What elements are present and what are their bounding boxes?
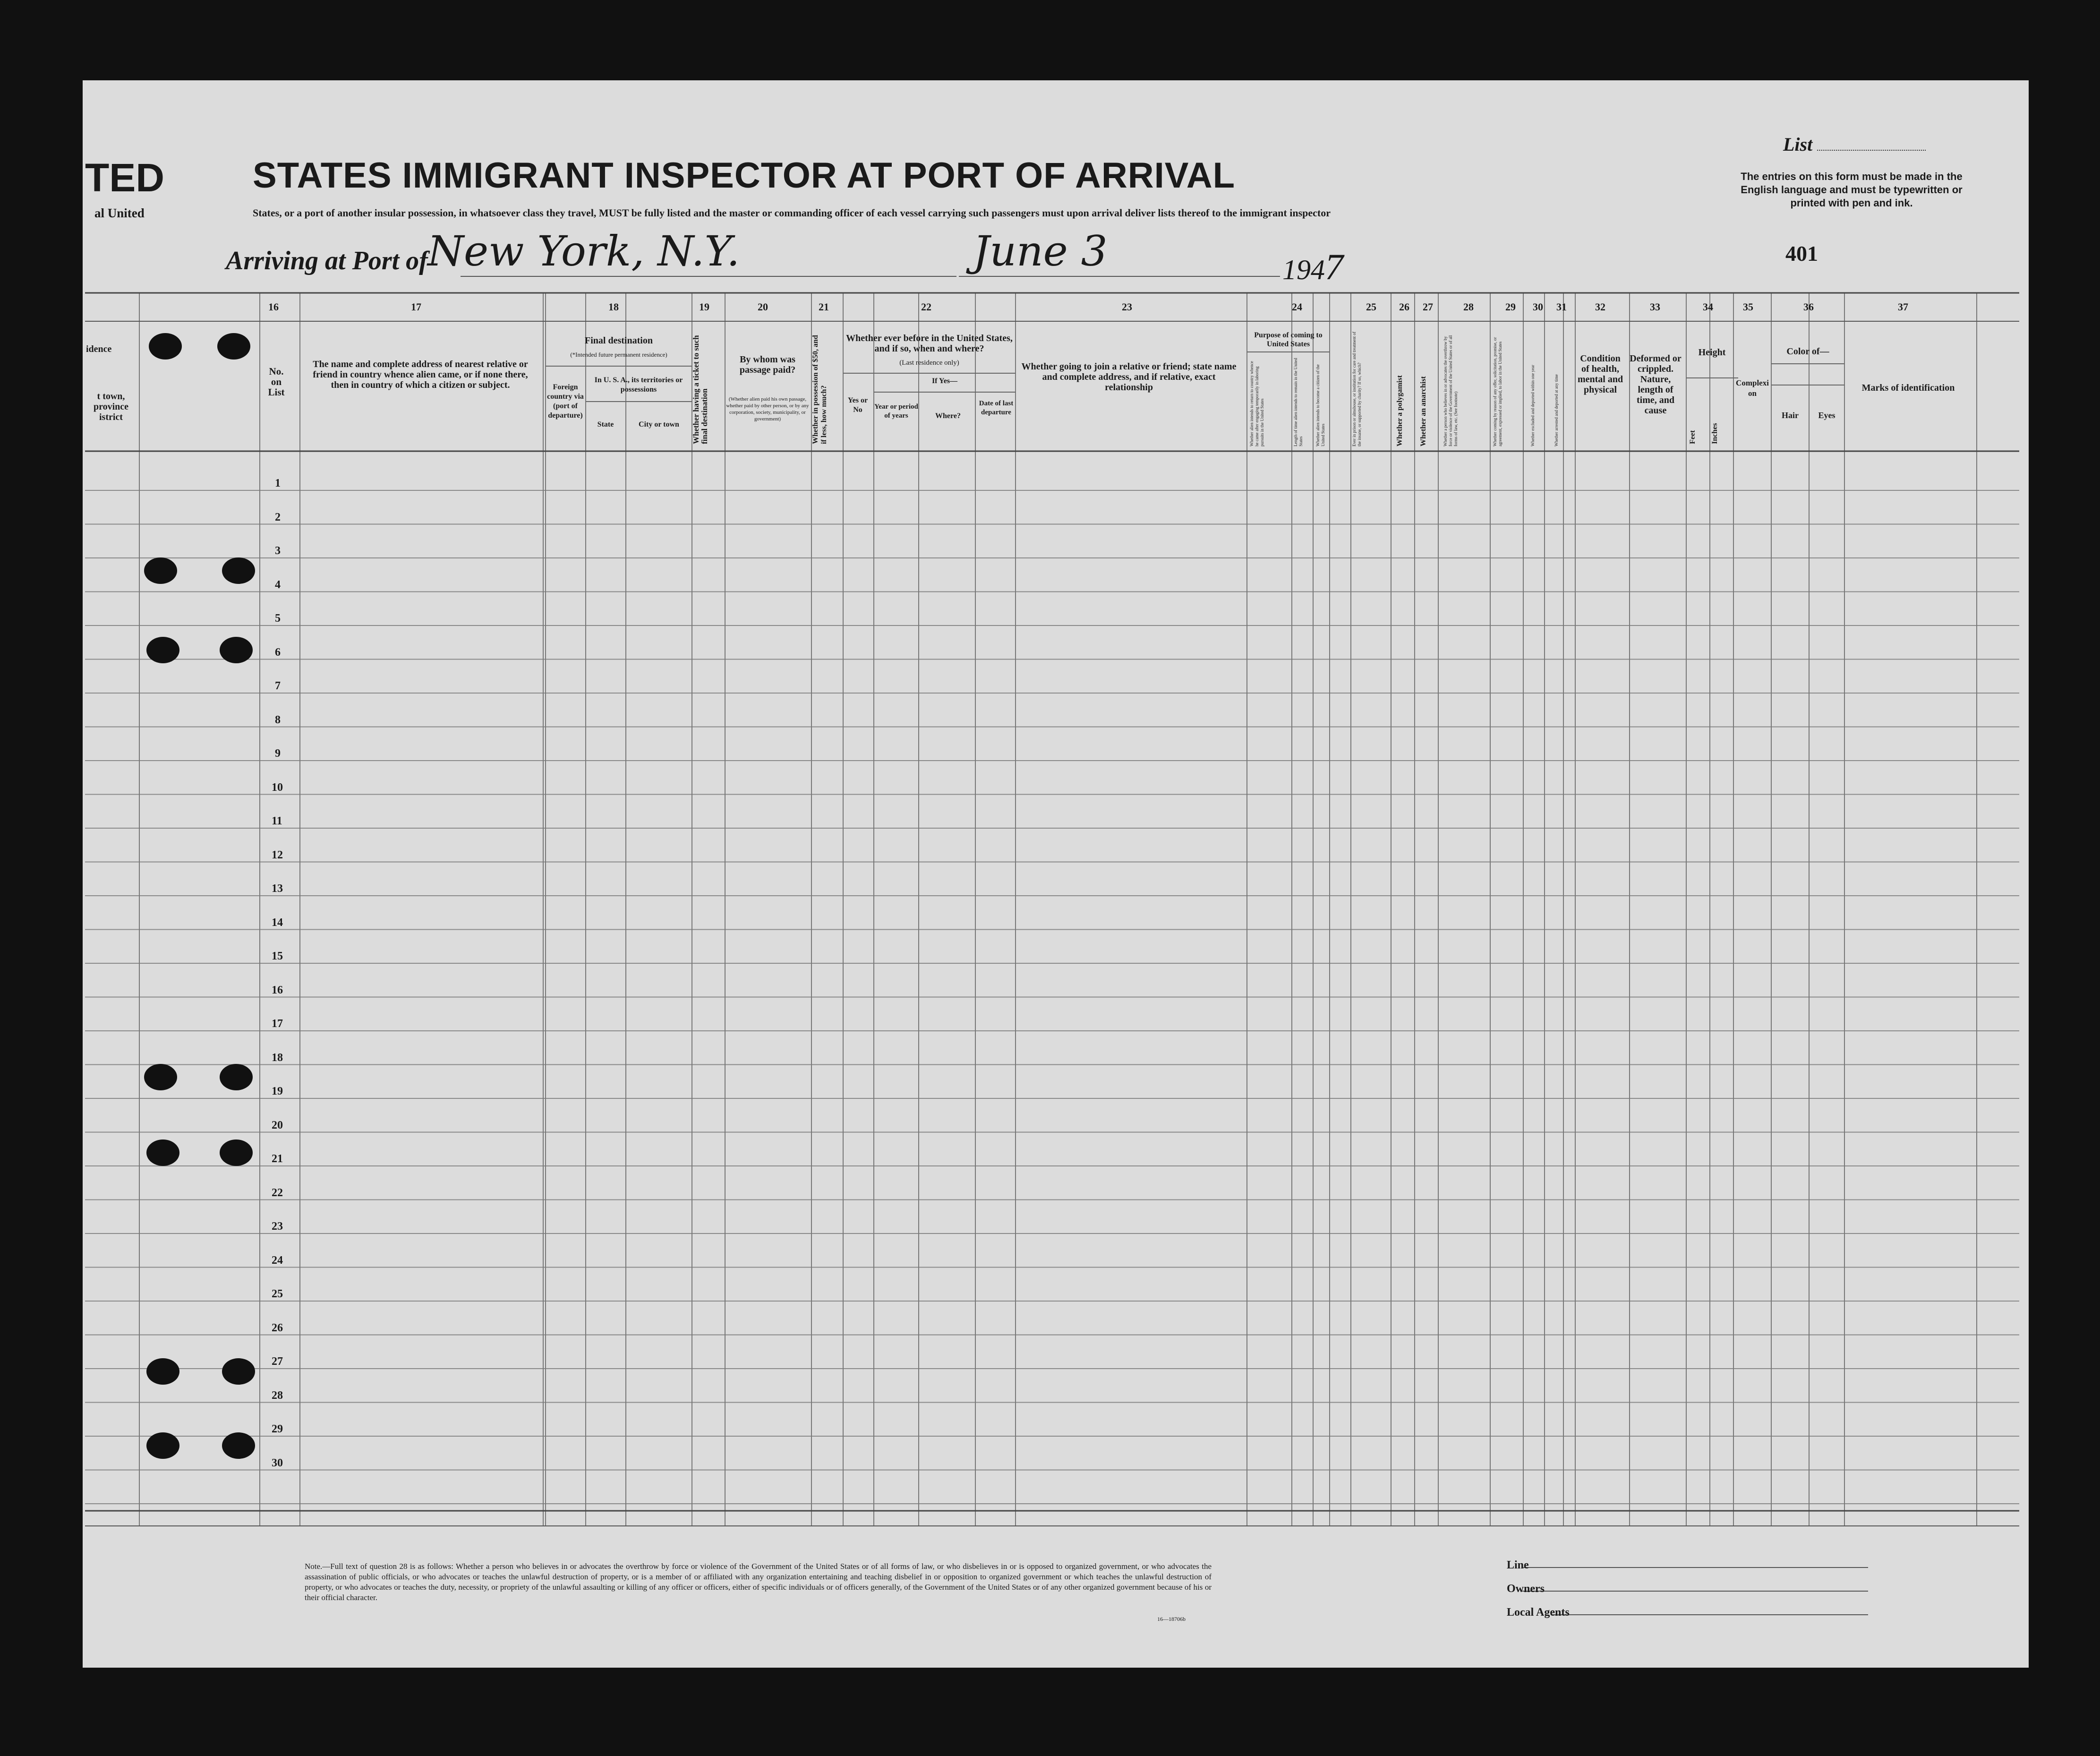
row-number: 25 (272, 1288, 283, 1300)
header-22-yesno: Yes or No (847, 396, 868, 414)
header-22-date: Date of last departure (979, 400, 1014, 416)
row-number: 13 (272, 882, 283, 895)
row-number: 7 (275, 680, 281, 692)
header-23: Whether going to join a relative or friend; state name and complete address, and if relative, exact relationship (1021, 361, 1237, 393)
col-num-31: 31 (1556, 301, 1567, 313)
header-18-city: City or town (639, 420, 679, 428)
col-num-26: 26 (1399, 301, 1409, 313)
residence-header-fragment: idence (86, 344, 112, 354)
header-36-eyes: Eyes (1818, 411, 1835, 420)
header-17: The name and complete address of nearest relative or friend in country whence alien came, or if none there, then in country of which a citizen or subject. (313, 359, 528, 390)
header-18-foreign: Foreign country via (port of departure) (547, 383, 584, 420)
header-30: Whether excluded and deported within one year (1530, 365, 1535, 446)
col-num-20: 20 (758, 301, 768, 313)
col-num-36: 36 (1803, 301, 1814, 313)
port-handwritten: New York, N.Y. (427, 227, 740, 275)
header-18-usa: In U. S. A., its territories or possessions (594, 376, 683, 394)
col-num-16: 16 (268, 301, 279, 313)
row-number: 14 (272, 916, 283, 929)
row-number: 1 (275, 477, 281, 489)
row-number: 9 (275, 747, 281, 760)
header-22-where: Where? (935, 412, 961, 420)
col-num-27: 27 (1423, 301, 1433, 313)
page-number: 401 (1785, 241, 1818, 266)
col-num-32: 32 (1595, 301, 1605, 313)
form-subtitle: States, or a port of another insular possession, in whatsoever class they travel, MUST be fully listed and the master or commanding officer of each vessel carrying such passengers must upon arrival deliver lists thereof to the immigrant inspector (253, 207, 1331, 219)
row-number: 15 (272, 950, 283, 962)
row-number: 24 (272, 1254, 283, 1267)
local-agents-label: Local Agents (1507, 1606, 1570, 1619)
arriving-port-label: Arriving at Port of (226, 246, 428, 275)
row-number: 20 (272, 1119, 283, 1131)
header-34-inches: Inches (1711, 423, 1719, 444)
header-24-b: Length of time alien intends to remain in the United States (1293, 358, 1303, 446)
binder-hole (222, 1432, 255, 1459)
binder-hole (146, 637, 179, 663)
binder-hole (220, 1139, 253, 1166)
header-25: Ever in prison or almshouse, or institution for care and treatment of the insane, or supported by charity? If so, which? (1352, 332, 1362, 446)
row-number: 23 (272, 1220, 283, 1233)
row-number: 6 (275, 646, 281, 659)
line-label: Line (1507, 1559, 1529, 1571)
row-number: 16 (272, 984, 283, 996)
col-num-19: 19 (699, 301, 709, 313)
header-24-title: Purpose of coming to United States (1254, 331, 1323, 348)
header-31: Whether arrested and deported at any time (1554, 374, 1559, 446)
row-number: 12 (272, 848, 283, 861)
header-20-note: (Whether alien paid his own passage, whether paid by other person, or by any corporation, society, municipality, or government) (726, 396, 809, 422)
binder-hole (222, 557, 255, 584)
header-left-fragment: TED (85, 155, 164, 200)
row-number: 10 (272, 781, 283, 794)
row-number: 18 (272, 1051, 283, 1064)
arrival-year: 1947 (1282, 246, 1343, 287)
col-num-21: 21 (819, 301, 829, 313)
row-number: 22 (272, 1186, 283, 1199)
row-number: 8 (275, 713, 281, 726)
row-number: 2 (275, 511, 281, 523)
row-number: 29 (272, 1423, 283, 1435)
header-24-c: Whether alien intends to become a citizen of the United States (1315, 364, 1325, 446)
header-22-year: Year or period of years (874, 403, 918, 420)
binder-hole (144, 557, 177, 584)
binder-hole (146, 1432, 179, 1459)
row-number: 26 (272, 1321, 283, 1334)
row-number: 27 (272, 1355, 283, 1368)
row-number: 30 (272, 1456, 283, 1469)
header-32: Condition of health, mental and physical (1577, 353, 1623, 395)
header-19: Whether having a ticket to such final destination (691, 335, 709, 444)
row-number: 28 (272, 1389, 283, 1402)
col-num-22: 22 (921, 301, 931, 313)
row-number: 4 (275, 578, 281, 591)
binder-hole (144, 1064, 177, 1090)
header-37: Marks of identification (1861, 383, 1955, 393)
col-num-25: 25 (1366, 301, 1376, 313)
col-num-28: 28 (1463, 301, 1474, 313)
header-21: Whether in possession of $50, and if less, how much? (811, 335, 828, 444)
header-22-ifyes: If Yes— (931, 377, 958, 385)
header-26: Whether a polygamist (1396, 375, 1404, 446)
header-27: Whether an anarchist (1419, 376, 1427, 446)
header-18-title: Final destination (585, 335, 653, 346)
owners-label: Owners (1507, 1583, 1545, 1595)
header-34-feet: Feet (1689, 430, 1697, 444)
binder-hole (220, 1064, 253, 1090)
col-num-35: 35 (1743, 301, 1753, 313)
col-num-37: 37 (1898, 301, 1908, 313)
col-num-33: 33 (1650, 301, 1660, 313)
row-number: 21 (272, 1153, 283, 1165)
header-left-sub: al United (94, 206, 145, 220)
col-num-29: 29 (1505, 301, 1516, 313)
header-33: Deformed or crippled. Nature, length of time, and cause (1630, 353, 1682, 416)
header-34-title: Height (1698, 347, 1726, 358)
row-number: 5 (275, 612, 281, 625)
header-18-note: (*Intended future permanent residence) (570, 351, 667, 358)
row-number: 11 (272, 815, 282, 827)
binder-hole (222, 1358, 255, 1385)
residence-subheader-fragment: t town, province istrict (93, 391, 129, 422)
row-number: 17 (272, 1018, 283, 1030)
header-18-state: State (597, 420, 614, 428)
col-num-30: 30 (1533, 301, 1543, 313)
header-35: Complexion (1736, 378, 1769, 398)
col-num-18: 18 (608, 301, 619, 313)
header-22-note: (Last residence only) (899, 359, 959, 367)
header-20-title: By whom was passage paid? (739, 354, 796, 375)
form-number: 16—18706b (1157, 1616, 1186, 1622)
binder-hole (220, 637, 253, 663)
list-label: List (1783, 133, 1926, 155)
col-num-17: 17 (411, 301, 421, 313)
instructions-note: The entries on this form must be made in the English language and must be typewritten or printed with pen and ink. (1741, 171, 1963, 209)
header-36-title: Color of— (1786, 346, 1829, 357)
no-on-list-header: No. on List (268, 366, 285, 398)
header-29: Whether coming by reason of any offer, solicitation, promise, or agreement, expressed or implied, to labor in the United States (1493, 337, 1502, 446)
header-36-hair: Hair (1782, 411, 1799, 420)
header-28: Whether a person who believes in or advocates the overthrow by force or violence of the Government of the United States or of all forms of law, etc. (See footnote) (1443, 335, 1458, 446)
binder-hole (146, 1358, 179, 1385)
date-handwritten: June 3 (973, 227, 1108, 275)
row-number: 19 (272, 1085, 283, 1097)
binder-hole (149, 333, 182, 360)
footnote-q28: Note.—Full text of question 28 is as follows: Whether a person who believes in or advocates the overthrow by force or violence of the Government of the United States or of all forms of law, or who disbelieves in or is opposed to organized government, or who advocates the assassination of public officials, or who advocates or teaches the unlawful destruction of property, or is a member of or affiliated with any organization entertaining and teaching disbelief in or opposition to organized government or which teaches the unlawful destruction of property, or who advocates or teaches the duty, necessity, or propriety of the unlawful assaulting or killing of any officer or officers, either of specific individuals or of officers generally, of the Government of the United States or of any other organized government because of his or their official character. (305, 1562, 1212, 1602)
col-num-23: 23 (1122, 301, 1132, 313)
header-22-title: Whether ever before in the United States, and if so, when and where? (846, 333, 1013, 354)
col-num-24: 24 (1292, 301, 1302, 313)
binder-hole (146, 1139, 179, 1166)
header-24-a: Whether alien intends to return to country whence he came after engaging temporarily in laboring pursuits in the United States (1249, 361, 1264, 446)
col-num-34: 34 (1703, 301, 1713, 313)
row-number: 3 (275, 545, 281, 557)
binder-hole (217, 333, 250, 360)
form-title: STATES IMMIGRANT INSPECTOR AT PORT OF ARRIVAL (253, 155, 1236, 196)
